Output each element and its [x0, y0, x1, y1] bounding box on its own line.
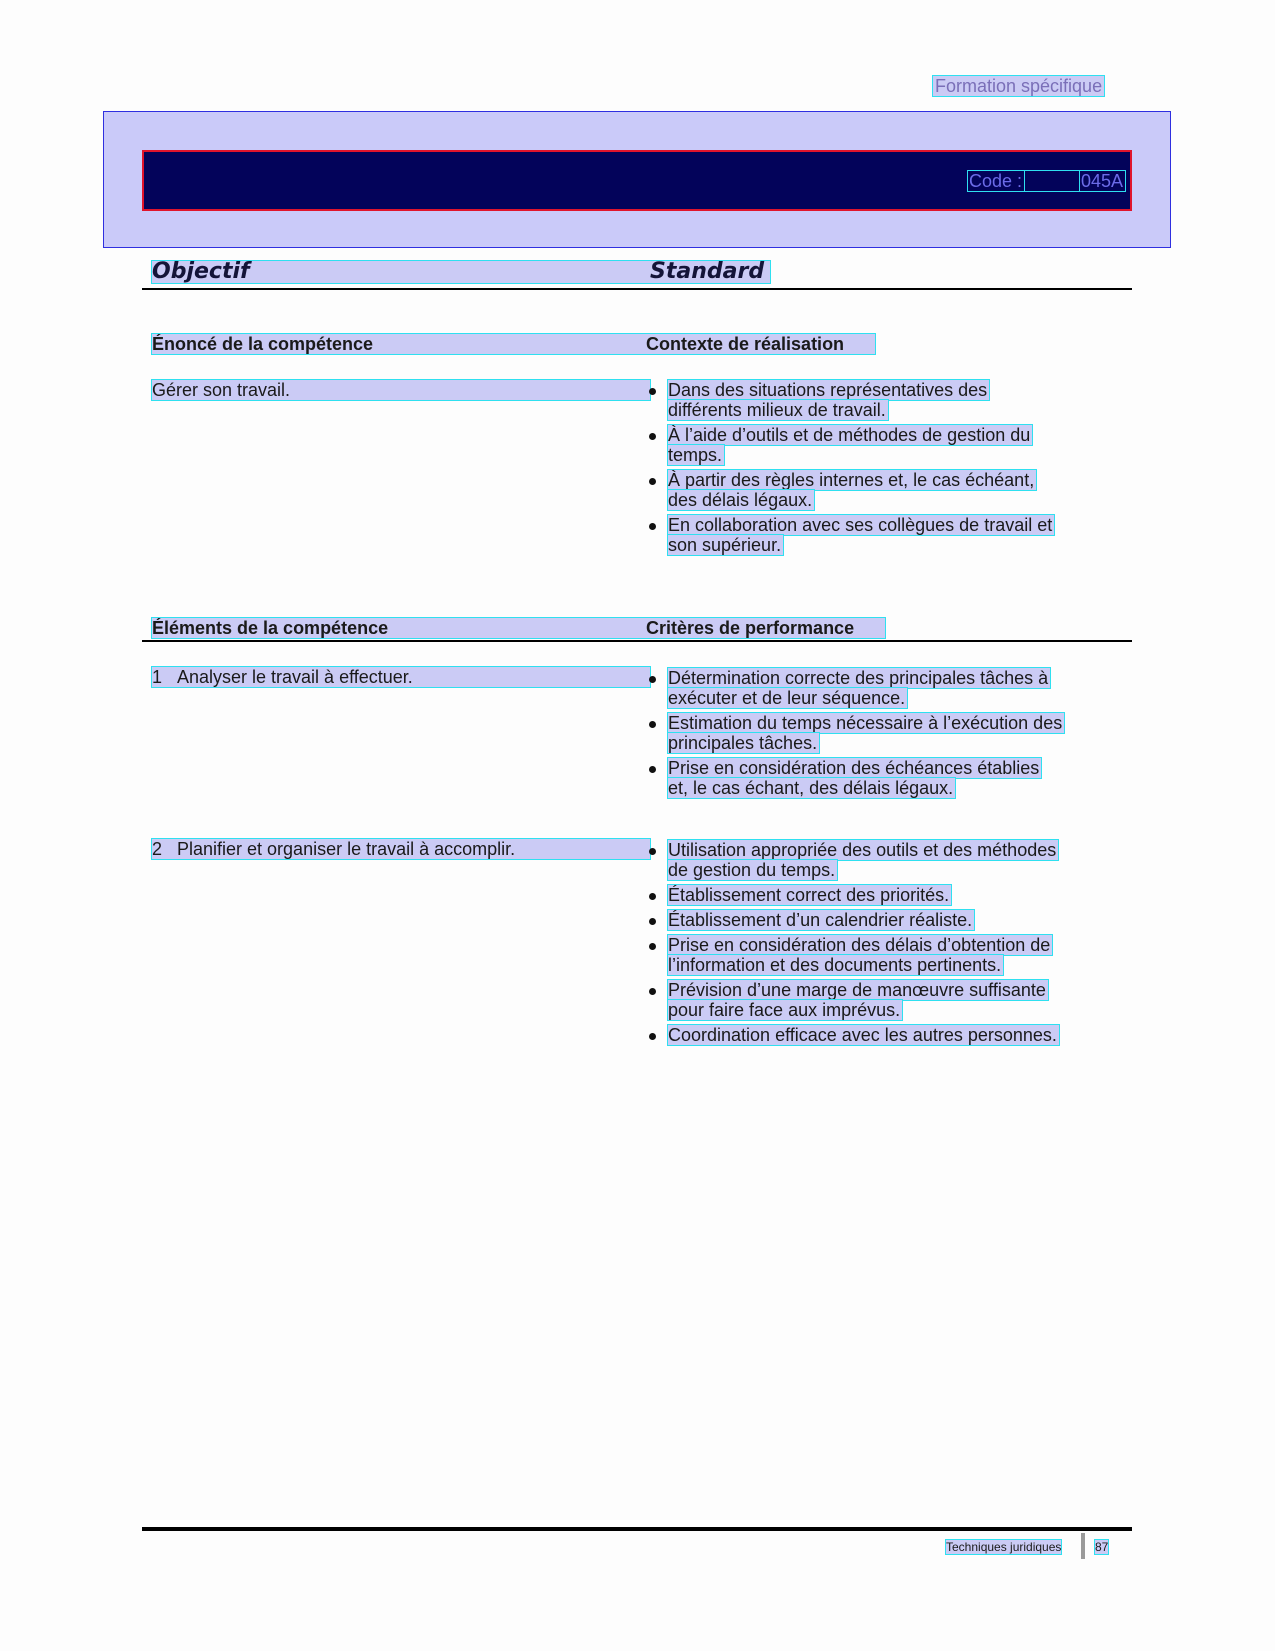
statement-heading: Énoncé de la compétence [152, 334, 374, 354]
list-item [646, 910, 1059, 930]
element-text: Planifier et organiser le travail à accomplir. [177, 839, 516, 859]
element-number: 1 [152, 667, 163, 687]
competence-statement: Gérer son travail. [152, 380, 291, 400]
item-line: En collaboration avec ses collègues de travail et [668, 515, 1053, 535]
bullet-icon [649, 1033, 656, 1040]
bullet-icon [649, 893, 656, 900]
list-item [646, 470, 1054, 510]
item-line: différents milieux de travail. [668, 400, 886, 420]
bullet-icon [649, 676, 656, 683]
list-item [646, 380, 1054, 420]
item-line: l’information et des documents pertinents. [668, 955, 1002, 975]
item-line: Détermination correcte des principales tâches à [668, 668, 1049, 688]
program-label: Formation spécifique [935, 76, 1103, 96]
item-line: À partir des règles internes et, le cas échéant, [668, 470, 1035, 490]
bullet-icon [649, 988, 656, 995]
item-line: Prévision d’une marge de manœuvre suffisante [668, 980, 1046, 1000]
item-line: Utilisation appropriée des outils et des méthodes [668, 840, 1057, 860]
elements-heading: Éléments de la compétence [152, 618, 389, 638]
item-line: Estimation du temps nécessaire à l’exécution des [668, 713, 1063, 733]
item-line: Coordination efficace avec les autres personnes. [668, 1025, 1057, 1045]
element-row [152, 667, 650, 687]
item-line: son supérieur. [668, 535, 782, 555]
item-line: exécuter et de leur séquence. [668, 688, 906, 708]
code-label: Code : [969, 171, 1023, 191]
item-line: Dans des situations représentatives des [668, 380, 988, 400]
bullet-icon [649, 766, 656, 773]
footer-program-name: Techniques juridiques [946, 1540, 1062, 1554]
criteria-list [646, 840, 1059, 1050]
item-line: principales tâches. [668, 733, 818, 753]
bullet-icon [649, 943, 656, 950]
list-item [646, 668, 1064, 708]
heading-rule [142, 288, 1132, 290]
item-line: pour faire face aux imprévus. [668, 1000, 901, 1020]
bullet-icon [649, 918, 656, 925]
bullet-icon [649, 433, 656, 440]
list-item [646, 935, 1059, 975]
footer-separator [1081, 1533, 1085, 1559]
bullet-icon [649, 478, 656, 485]
item-line: Établissement correct des priorités. [668, 885, 950, 905]
element-number: 2 [152, 839, 163, 859]
element-text: Analyser le travail à effectuer. [177, 667, 413, 687]
bullet-icon [649, 388, 656, 395]
list-item [646, 425, 1054, 465]
item-line: Établissement d’un calendrier réaliste. [668, 910, 973, 930]
item-line: Prise en considération des échéances établies [668, 758, 1040, 778]
item-line: et, le cas échant, des délais légaux. [668, 778, 954, 798]
objective-heading: Objectif [152, 259, 250, 284]
list-item [646, 885, 1059, 905]
code-separator [1024, 171, 1080, 191]
context-list [646, 380, 1054, 560]
criteria-list [646, 668, 1064, 803]
criteria-heading: Critères de performance [646, 618, 855, 638]
page-number: 87 [1095, 1540, 1109, 1554]
list-item [646, 515, 1054, 555]
elements-rule [142, 640, 1132, 642]
list-item [646, 1025, 1059, 1045]
standard-heading: Standard [650, 259, 765, 284]
element-row [152, 839, 650, 859]
bullet-icon [649, 721, 656, 728]
item-line: Prise en considération des délais d’obtention de [668, 935, 1051, 955]
list-item [646, 980, 1059, 1020]
list-item [646, 758, 1064, 798]
code-field [968, 171, 1125, 191]
competence-statement-row [152, 380, 650, 400]
item-line: temps. [668, 445, 723, 465]
code-value: 045A [1080, 171, 1123, 191]
context-heading: Contexte de réalisation [646, 334, 845, 354]
list-item [646, 840, 1059, 880]
item-line: À l’aide d’outils et de méthodes de gestion du [668, 425, 1031, 445]
item-line: de gestion du temps. [668, 860, 836, 880]
bullet-icon [649, 523, 656, 530]
bullet-icon [649, 848, 656, 855]
footer-rule [142, 1527, 1132, 1531]
list-item [646, 713, 1064, 753]
item-line: des délais légaux. [668, 490, 813, 510]
